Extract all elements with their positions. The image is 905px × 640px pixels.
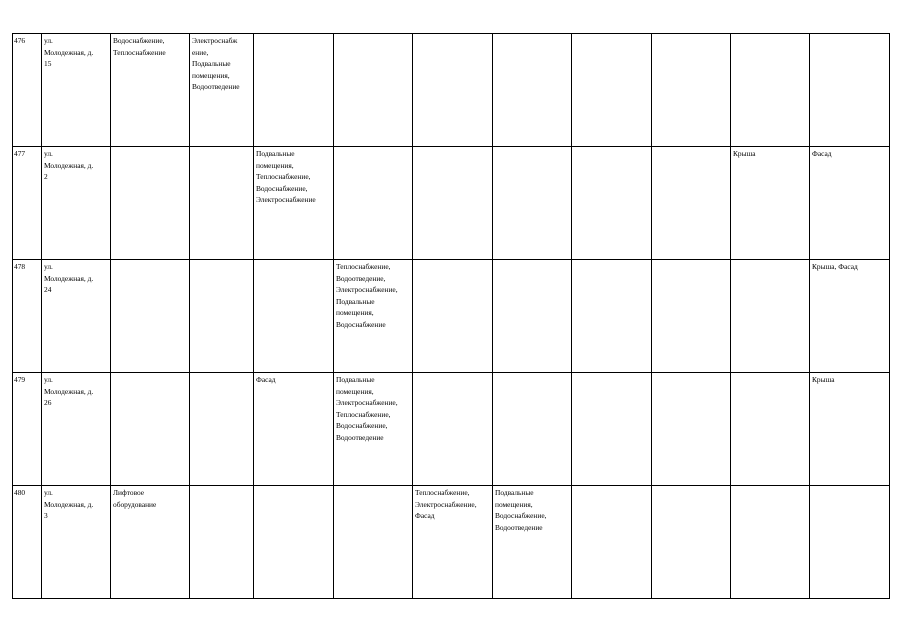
work-type-line: Крыша: [812, 375, 835, 384]
work-type-line: помещения,: [495, 499, 533, 509]
work-type-cell: [652, 486, 731, 599]
work-type-line: Водоснабжение,: [256, 183, 308, 193]
work-type-line: Водоотведение,: [336, 273, 386, 283]
work-type-line: помещения,: [336, 386, 374, 396]
work-type-cell: [572, 34, 652, 147]
work-type-cell: [572, 373, 652, 486]
work-type-cell: [190, 260, 254, 373]
work-type-cell: [190, 373, 254, 486]
address-line: ул.: [44, 36, 53, 45]
address-line: 26: [44, 398, 52, 408]
work-type-line: Крыша, Фасад: [812, 262, 858, 271]
work-type-line: Водоотведение: [495, 522, 543, 532]
address-line: 2: [44, 172, 48, 182]
work-type-line: Подвальные: [256, 149, 295, 158]
work-type-cell: [334, 486, 413, 599]
work-type-cell: [493, 486, 572, 599]
work-type-cell: [731, 486, 810, 599]
work-type-line: Электроснабжение,: [336, 398, 398, 408]
row-number-cell: 479: [13, 373, 42, 486]
work-type-cell: [731, 147, 810, 260]
work-type-cell: [810, 147, 890, 260]
work-type-line: Фасад: [256, 375, 276, 384]
work-type-cell: [413, 373, 493, 486]
row-number-cell: 476: [13, 34, 42, 147]
work-type-line: помещения,: [192, 70, 230, 80]
work-type-cell: [493, 260, 572, 373]
work-type-cell: [731, 373, 810, 486]
work-type-cell: [413, 260, 493, 373]
work-type-cell: [334, 260, 413, 373]
work-type-line: Теплоснабжение,: [336, 262, 391, 271]
address-line: ул.: [44, 149, 53, 158]
row-number-cell: 480: [13, 486, 42, 599]
address-line: Молодежная, д.: [44, 499, 94, 509]
address-line: 15: [44, 59, 52, 69]
work-type-line: Электроснабжение,: [415, 499, 477, 509]
work-type-line: Подвальные: [495, 488, 534, 497]
work-type-line: оборудование: [113, 499, 157, 509]
work-type-cell: [190, 147, 254, 260]
work-type-cell: [111, 34, 190, 147]
work-type-line: Теплоснабжение,: [415, 488, 470, 497]
work-type-line: Водоснабжение,: [495, 511, 547, 521]
work-type-cell: [731, 260, 810, 373]
work-type-line: Лифтовое: [113, 488, 145, 497]
address-line: Молодежная, д.: [44, 273, 94, 283]
work-type-cell: [810, 34, 890, 147]
work-type-cell: [810, 486, 890, 599]
address-cell: [42, 260, 111, 373]
work-type-cell: [334, 373, 413, 486]
work-type-cell: [413, 147, 493, 260]
address-line: ул.: [44, 262, 53, 271]
work-type-line: Водоснабжение,: [336, 421, 388, 431]
address-line: ул.: [44, 375, 53, 384]
work-type-cell: [254, 260, 334, 373]
work-type-line: Подвальные: [192, 59, 231, 69]
work-type-cell: [254, 34, 334, 147]
work-type-cell: [810, 260, 890, 373]
address-cell: [42, 147, 111, 260]
table-row: [13, 147, 890, 260]
address-line: 3: [44, 511, 48, 521]
address-line: Молодежная, д.: [44, 47, 94, 57]
address-cell: [42, 486, 111, 599]
work-type-line: Водоснабжение: [336, 319, 386, 329]
table-row: [13, 373, 890, 486]
address-line: Молодежная, д.: [44, 386, 94, 396]
work-type-line: Водоотведение: [192, 82, 240, 92]
table-row: [13, 486, 890, 599]
work-type-cell: [334, 147, 413, 260]
work-type-cell: [413, 34, 493, 147]
work-type-line: Теплоснабжение: [113, 47, 166, 57]
work-type-line: Фасад: [415, 511, 435, 521]
work-type-line: Подвальные: [336, 296, 375, 306]
work-type-cell: [493, 34, 572, 147]
table-row: [13, 34, 890, 147]
address-line: 24: [44, 285, 52, 295]
work-type-cell: [572, 147, 652, 260]
work-type-cell: [731, 34, 810, 147]
work-type-line: помещения,: [336, 308, 374, 318]
work-type-cell: [111, 486, 190, 599]
work-type-cell: [493, 373, 572, 486]
work-type-line: Водоотведение: [336, 432, 384, 442]
repair-schedule-table: [12, 33, 890, 599]
work-type-cell: [572, 486, 652, 599]
work-type-cell: [254, 147, 334, 260]
work-type-cell: [111, 260, 190, 373]
work-type-line: Фасад: [812, 149, 832, 158]
work-type-cell: [111, 147, 190, 260]
work-type-cell: [810, 373, 890, 486]
work-type-cell: [652, 373, 731, 486]
work-type-line: помещения,: [256, 160, 294, 170]
work-type-line: Водоснабжение,: [113, 36, 165, 45]
table-row: [13, 260, 890, 373]
work-type-line: Электроснабжение: [256, 195, 316, 205]
work-type-cell: [572, 260, 652, 373]
address-line: ул.: [44, 488, 53, 497]
work-type-cell: [413, 486, 493, 599]
work-type-line: ение,: [192, 47, 209, 57]
work-type-cell: [254, 486, 334, 599]
row-number-cell: 478: [13, 260, 42, 373]
work-type-cell: [652, 34, 731, 147]
address-cell: [42, 373, 111, 486]
work-type-line: Теплоснабжение,: [336, 409, 391, 419]
work-type-cell: [254, 373, 334, 486]
work-type-line: Электроснабжение,: [336, 285, 398, 295]
row-number-cell: 477: [13, 147, 42, 260]
work-type-cell: [493, 147, 572, 260]
work-type-line: Теплоснабжение,: [256, 172, 311, 182]
work-type-cell: [190, 34, 254, 147]
work-type-cell: [652, 260, 731, 373]
table-body: [13, 34, 890, 599]
work-type-line: Крыша: [733, 149, 756, 158]
work-type-line: Электроснабж: [192, 36, 238, 45]
address-cell: [42, 34, 111, 147]
work-type-cell: [652, 147, 731, 260]
work-type-cell: [111, 373, 190, 486]
work-type-line: Подвальные: [336, 375, 375, 384]
address-line: Молодежная, д.: [44, 160, 94, 170]
work-type-cell: [334, 34, 413, 147]
work-type-cell: [190, 486, 254, 599]
